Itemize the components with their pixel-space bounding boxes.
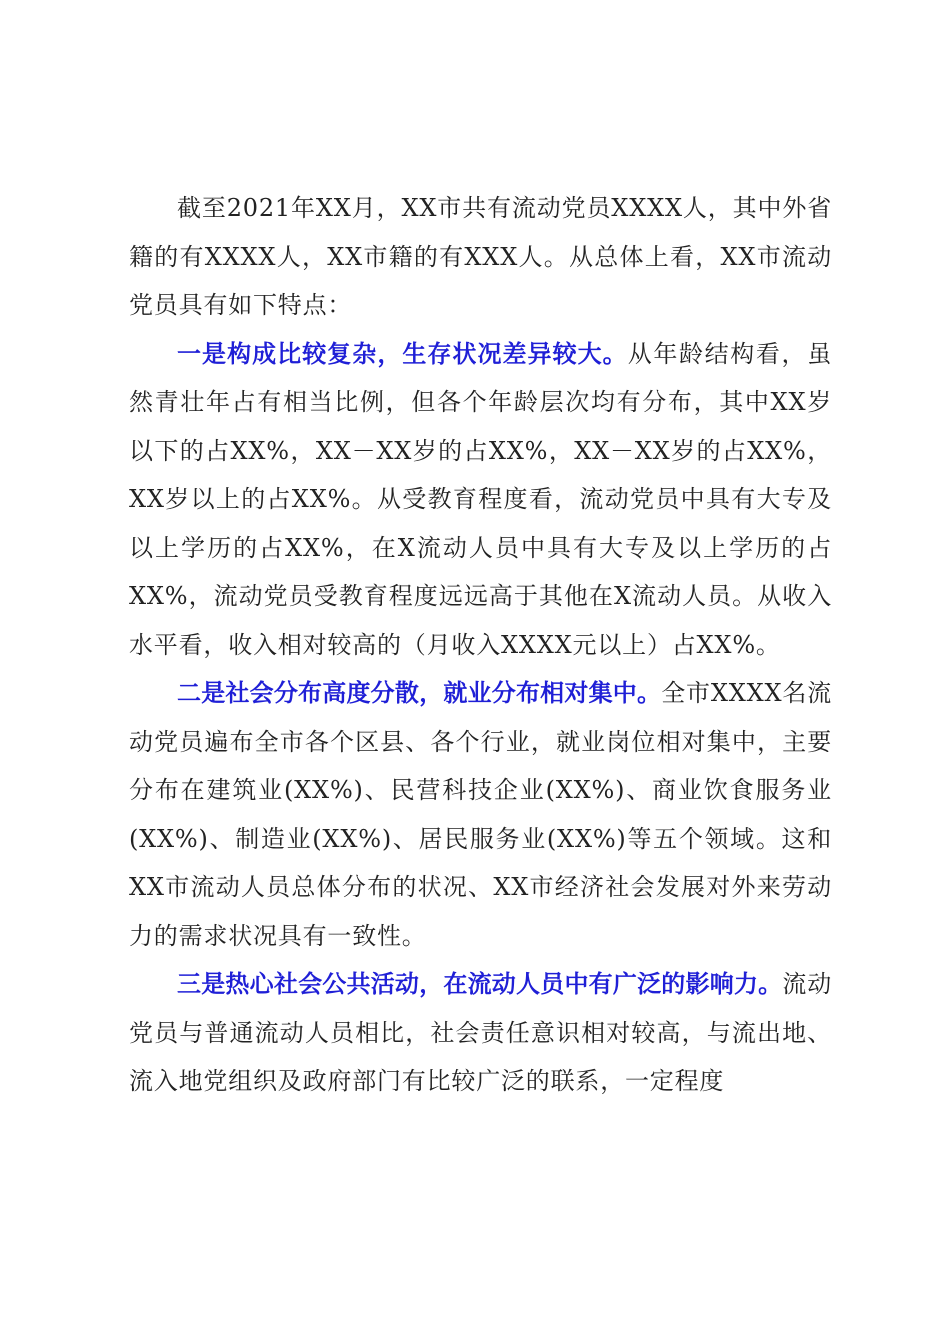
paragraph-point-three (129, 960, 832, 1106)
paragraph-point-one (129, 330, 832, 670)
paragraph-text: 截至2021年XX月，XX市共有流动党员XXXX人，其中外省籍的有XXXX人，XX市籍的有XXX人。从总体上看，XX市流动党员具有如下特点： (129, 194, 832, 319)
paragraph-text: 流动党员与普通流动人员相比，社会责任意识相对较高，与流出地、流入地党组织及政府部门有比较广泛的联系，一定程度 (129, 970, 832, 1095)
paragraph-lead: 二是社会分布高度分散，就业分布相对集中。 (177, 679, 662, 707)
paragraph-text: 全市XXXX名流动党员遍布全市各个区县、各个行业，就业岗位相对集中，主要分布在建筑业(XX%)、民营科技企业(XX%)、商业饮食服务业(XX%)、制造业(XX%)、居民服务业(XX%)等五个领域。这和XX市流动人员总体分布的状况、XX市经济社会发展对外来劳动力的需求状况具有一致性。 (129, 679, 833, 950)
paragraph-lead: 三是热心社会公共活动，在流动人员中有广泛的影响力。 (177, 970, 783, 998)
paragraph-text: 从年龄结构看，虽然青壮年占有相当比例，但各个年龄层次均有分布，其中XX岁以下的占XX%，XX－XX岁的占XX%，XX－XX岁的占XX%，XX岁以上的占XX%。从受教育程度看，流动党员中具有大专及以上学历的占XX%，在X流动人员中具有大专及以上学历的占XX%，流动党员受教育程度远远高于其他在X流动人员。从收入水平看，收入相对较高的（月收入XXXX元以上）占XX%。 (129, 339, 832, 659)
paragraph-lead: 一是构成比较复杂，生存状况差异较大。 (177, 339, 628, 368)
paragraph-intro (129, 184, 832, 330)
paragraph-point-two (129, 669, 832, 960)
document-body (129, 184, 832, 1106)
